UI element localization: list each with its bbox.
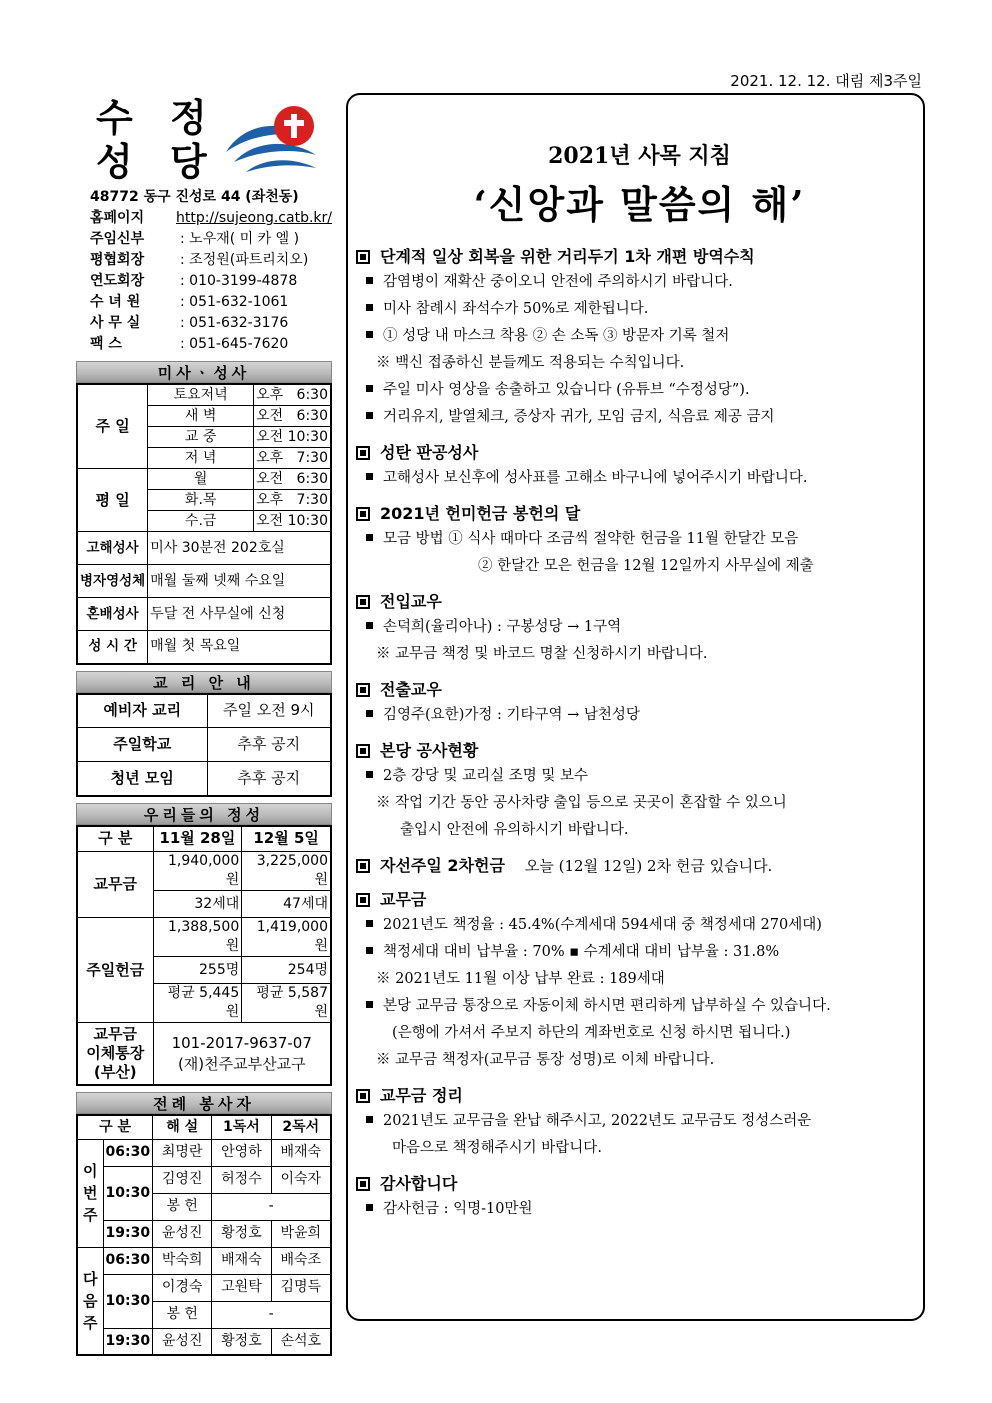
servers-time: 10:30 — [103, 1274, 153, 1328]
account-label-line: (부산) — [93, 1063, 137, 1081]
contact-label: 주임신부 — [90, 231, 145, 247]
mass-day: 토요저녁 — [148, 384, 254, 406]
checkbox-icon — [356, 859, 370, 873]
notice-section — [356, 502, 923, 580]
servers-cell: 배재숙 — [212, 1247, 271, 1274]
contact-row — [90, 313, 332, 334]
doctrine-row — [77, 762, 331, 796]
notice-item — [356, 526, 923, 553]
mass-time: 오전 10:30 — [254, 427, 331, 448]
mass-day: 화.목 — [148, 490, 254, 511]
servers-header-cell: 해 설 — [153, 1115, 212, 1139]
checkbox-icon — [356, 1177, 370, 1191]
notice-section-title — [356, 590, 923, 614]
notice-section-title — [356, 678, 923, 702]
notice-item — [356, 1196, 923, 1223]
notice-section — [356, 854, 923, 878]
contact-value: : 051-632-1061 — [180, 294, 289, 310]
bulletin-date: 2021. 12. 12. 대림 제3주일 — [730, 72, 922, 90]
church-name-line2: 성 당 — [96, 139, 219, 184]
mass-time: 오후 7:30 — [254, 490, 331, 511]
servers-cell: 윤성진 — [153, 1220, 212, 1247]
servers-cell: 봉 헌 — [153, 1301, 212, 1328]
servers-cell: 손석호 — [271, 1328, 331, 1355]
notice-section-title — [356, 739, 923, 763]
servers-cell: 이숙자 — [271, 1166, 331, 1193]
pastoral-notice-panel — [346, 93, 925, 1321]
notice-item — [356, 404, 923, 431]
sacrament-name: 고해성사 — [77, 532, 148, 565]
offering-header-cell: 구 분 — [77, 826, 153, 852]
notice-title-text: 단계적 일상 회복을 위한 거리두기 1차 개편 방역수칙 — [380, 247, 755, 266]
notice-continuation: (은행에 가셔서 주보지 하단의 계좌번호로 신청 하시면 됩니다.) — [392, 1025, 791, 1041]
notice-continuation: ② 한달간 모은 헌금을 12월 12일까지 사무실에 제출 — [478, 558, 814, 574]
offering-value: 평균 5,445원 — [153, 984, 242, 1023]
account-label — [77, 1023, 153, 1086]
mass-group-label: 주 일 — [77, 384, 148, 469]
servers-time: 06:30 — [103, 1247, 153, 1274]
offering-value: 47세대 — [242, 891, 331, 918]
servers-week-char: 음 — [83, 1291, 98, 1310]
notice-title-text: 2021년 헌미헌금 봉헌의 달 — [380, 504, 581, 523]
account-label-line: 이체통장 — [86, 1044, 145, 1062]
notice-item — [356, 269, 923, 296]
bullet-square-icon — [366, 1204, 373, 1211]
notice-item — [356, 1108, 923, 1135]
notice-section — [356, 1084, 923, 1162]
bullet-square-icon — [366, 771, 373, 778]
notice-item — [356, 377, 923, 404]
offering-value: 32세대 — [153, 891, 242, 918]
servers-table — [76, 1114, 332, 1356]
church-title-block — [76, 92, 332, 187]
servers-cell: 박숙희 — [153, 1247, 212, 1274]
notice-section-title — [356, 888, 923, 912]
contact-label: 팩 스 — [90, 336, 122, 352]
mass-section-bar: 미사ㆍ성사 — [76, 361, 332, 383]
account-line: 101-2017-9637-07 — [171, 1033, 312, 1052]
offering-header-cell: 12월 5일 — [242, 826, 331, 852]
checkbox-icon — [356, 893, 370, 907]
offering-section-bar: 우리들의 정성 — [76, 803, 332, 825]
notice-section — [356, 1172, 923, 1223]
contact-label: 사 무 실 — [90, 315, 141, 331]
servers-cell: - — [212, 1301, 331, 1328]
servers-cell: 최명란 — [153, 1139, 212, 1166]
checkbox-icon — [356, 507, 370, 521]
sacrament-desc: 미사 30분전 202호실 — [148, 532, 331, 565]
checkbox-icon — [356, 744, 370, 758]
bullet-square-icon — [366, 1001, 373, 1008]
notice-item — [356, 912, 923, 939]
notice-note: ※ 2021년도 11월 이상 납부 완료 : 189세대 — [376, 971, 665, 987]
sacrament-desc: 매월 첫 목요일 — [148, 631, 331, 664]
contact-row — [90, 334, 332, 355]
sacrament-row — [77, 631, 331, 664]
servers-cell: 봉 헌 — [153, 1193, 212, 1220]
contact-value: : 051-632-3176 — [180, 315, 289, 331]
notice-section — [356, 441, 923, 492]
notice-title-text: 성탄 판공성사 — [380, 443, 479, 462]
servers-week-char: 다 — [83, 1269, 98, 1288]
checkbox-icon — [356, 1089, 370, 1103]
notice-item-text: 본당 교무금 통장으로 자동이체 하시면 편리하게 납부하실 수 있습니다. — [383, 998, 831, 1014]
contact-info — [90, 208, 332, 355]
contact-label: 수 녀 원 — [90, 294, 141, 310]
servers-cell: 허정수 — [212, 1166, 271, 1193]
servers-time: 06:30 — [103, 1139, 153, 1166]
account-label-line: 교무금 — [93, 1025, 137, 1043]
servers-cell: 배숙조 — [271, 1247, 331, 1274]
doctrine-desc: 추후 공지 — [207, 728, 331, 762]
notice-title-text: 전입교우 — [380, 592, 442, 611]
servers-week-char: 번 — [83, 1184, 98, 1202]
account-number — [153, 1023, 331, 1086]
homepage-link[interactable]: http://sujeong.catb.kr/ — [175, 210, 332, 226]
mass-time: 오후 7:30 — [254, 448, 331, 469]
notice-item-text: 감염병이 재확산 중이오니 안전에 주의하시기 바랍니다. — [383, 274, 733, 290]
left-column — [76, 92, 332, 1356]
servers-row — [77, 1166, 331, 1193]
mass-day: 새 벽 — [148, 406, 254, 427]
offering-header-row — [77, 826, 331, 852]
bullet-square-icon — [366, 385, 373, 392]
notice-item — [356, 702, 923, 729]
notice-note: ※ 작업 기간 동안 공사차량 출입 등으로 곳곳이 혼잡할 수 있으니 — [376, 795, 787, 811]
contact-label: 평협회장 — [90, 252, 145, 268]
notice-item-text: 2021년도 책정율 : 45.4%(수계세대 594세대 중 책정세대 270세대) — [383, 917, 822, 933]
church-logo-icon — [216, 100, 336, 180]
bullet-square-icon — [366, 304, 373, 311]
servers-cell: 윤성진 — [153, 1328, 212, 1355]
servers-week-char: 주 — [83, 1313, 98, 1332]
homepage-label: 홈페이지 — [90, 210, 145, 226]
servers-header-cell: 2독서 — [271, 1115, 331, 1139]
notice-section — [356, 888, 923, 1074]
checkbox-icon — [356, 595, 370, 609]
notice-item — [356, 323, 923, 350]
contact-value: : 조정원(파트리치오) — [180, 252, 309, 268]
servers-week-label — [77, 1247, 103, 1355]
sacrament-name: 성 시 간 — [77, 631, 148, 664]
pastoral-subtitle: 2021년 사목 지침 — [548, 143, 731, 169]
notice-sections — [356, 245, 923, 1223]
offering-header-cell: 11월 28일 — [153, 826, 242, 852]
bullet-square-icon — [366, 622, 373, 629]
servers-cell: 김영진 — [153, 1166, 212, 1193]
servers-time: 10:30 — [103, 1166, 153, 1220]
sacrament-row — [77, 565, 331, 598]
servers-cell: 황정호 — [212, 1220, 271, 1247]
contact-label: 연도회장 — [90, 273, 145, 289]
servers-cell: 배재숙 — [271, 1139, 331, 1166]
sacrament-desc: 매월 둘째 넷째 수요일 — [148, 565, 331, 598]
notice-title-text: 교무금 — [380, 890, 427, 909]
notice-section — [356, 739, 923, 844]
offering-value: 1,419,000원 — [242, 918, 331, 957]
notice-section-title — [356, 245, 923, 269]
sacrament-desc: 두달 전 사무실에 신청 — [148, 598, 331, 631]
notice-item-text: ① 성당 내 마스크 착용 ② 손 소독 ③ 방문자 기록 철저 — [383, 328, 730, 344]
servers-header-row — [77, 1115, 331, 1139]
mass-day: 교 중 — [148, 427, 254, 448]
offering-value: 3,225,000원 — [242, 852, 331, 891]
offering-row — [77, 852, 331, 891]
servers-week-label — [77, 1139, 103, 1247]
servers-cell: - — [212, 1193, 331, 1220]
notice-item-text: 거리유지, 발열체크, 증상자 귀가, 모임 금지, 식음료 제공 금지 — [383, 409, 775, 425]
notice-note: ※ 교무금 책정자(교무금 통장 성명)로 이체 바랍니다. — [376, 1052, 715, 1068]
offering-table — [76, 825, 332, 1087]
notice-item — [356, 465, 923, 492]
bullet-square-icon — [366, 534, 373, 541]
notice-section — [356, 245, 923, 431]
homepage-row — [90, 208, 332, 229]
servers-time: 19:30 — [103, 1328, 153, 1355]
servers-week-char: 이 — [83, 1162, 98, 1180]
offering-group-label: 주일헌금 — [77, 918, 153, 1023]
notice-title-extra: 오늘 (12월 12일) 2차 헌금 있습니다. — [524, 857, 773, 875]
servers-row — [77, 1247, 331, 1274]
servers-row — [77, 1274, 331, 1301]
servers-row — [77, 1139, 331, 1166]
checkbox-icon — [356, 446, 370, 460]
mass-time: 오전 6:30 — [254, 406, 331, 427]
notice-item-text: 미사 참례시 좌석수가 50%로 제한됩니다. — [383, 301, 649, 317]
notice-item — [356, 296, 923, 323]
notice-item — [356, 939, 923, 966]
offering-group-label: 교무금 — [77, 852, 153, 918]
notice-note: ※ 백신 접종하신 분들께도 적용되는 수칙입니다. — [376, 355, 685, 371]
sacrament-row — [77, 598, 331, 631]
bullet-square-icon — [366, 947, 373, 954]
bullet-square-icon — [366, 710, 373, 717]
postal-address: 48772 동구 진성로 44 (좌천동) — [90, 189, 299, 205]
mass-day: 저 녁 — [148, 448, 254, 469]
contact-value: : 노우재( 미 카 엘 ) — [180, 231, 300, 247]
servers-cell: 황정호 — [212, 1328, 271, 1355]
notice-section-title — [356, 1084, 923, 1108]
sacrament-name: 병자영성체 — [77, 565, 148, 598]
notice-continuation: 출입시 안전에 유의하시기 바랍니다. — [400, 822, 629, 838]
mass-row — [77, 469, 331, 490]
notice-section-title — [356, 441, 923, 465]
notice-section-title — [356, 1172, 923, 1196]
servers-cell: 고원탁 — [212, 1274, 271, 1301]
sacrament-name: 혼배성사 — [77, 598, 148, 631]
sacrament-row — [77, 532, 331, 565]
servers-row — [77, 1220, 331, 1247]
doctrine-name: 예비자 교리 — [77, 694, 207, 728]
servers-row — [77, 1328, 331, 1355]
servers-cell: 안영하 — [212, 1139, 271, 1166]
checkbox-icon — [356, 683, 370, 697]
notice-section — [356, 678, 923, 729]
offering-value: 255명 — [153, 957, 242, 984]
servers-cell: 이경숙 — [153, 1274, 212, 1301]
notice-title-text: 교무금 정리 — [380, 1086, 463, 1105]
contact-value: : 051-645-7620 — [180, 336, 289, 352]
notice-section-title — [356, 502, 923, 526]
mass-day: 수.금 — [148, 511, 254, 532]
bullet-square-icon — [366, 277, 373, 284]
notice-item-text: 2021년도 교무금을 완납 해주시고, 2022년도 교무금도 정성스러운 — [383, 1113, 812, 1129]
notice-section-title — [356, 854, 923, 878]
notice-item — [356, 614, 923, 641]
contact-row — [90, 250, 332, 271]
servers-header-cell: 1독서 — [212, 1115, 271, 1139]
bullet-square-icon — [366, 412, 373, 419]
offering-value: 평균 5,587원 — [242, 984, 331, 1023]
notice-section — [356, 590, 923, 668]
mass-table — [76, 383, 332, 665]
offering-row — [77, 918, 331, 957]
notice-item — [356, 763, 923, 790]
bullet-square-icon — [366, 1116, 373, 1123]
notice-continuation: 마음으로 책정해주시기 바랍니다. — [392, 1140, 602, 1156]
notice-title-text: 감사합니다 — [380, 1174, 458, 1193]
bullet-square-icon — [366, 920, 373, 927]
mass-time: 오전 10:30 — [254, 511, 331, 532]
bullet-square-icon — [366, 473, 373, 480]
bullet-square-icon — [366, 331, 373, 338]
notice-title-text: 자선주일 2차헌금 — [380, 856, 505, 875]
notice-item-text: 주일 미사 영상을 송출하고 있습니다 (유튜브 “수정성당”). — [383, 382, 750, 398]
servers-section-bar: 전례 봉사자 — [76, 1092, 332, 1114]
doctrine-desc: 추후 공지 — [207, 762, 331, 796]
doctrine-section-bar: 교 리 안 내 — [76, 671, 332, 693]
notice-title-text: 본당 공사현황 — [380, 741, 479, 760]
servers-cell: 김명득 — [271, 1274, 331, 1301]
offering-value: 254명 — [242, 957, 331, 984]
doctrine-name: 주일학교 — [77, 728, 207, 762]
doctrine-name: 청년 모임 — [77, 762, 207, 796]
mass-time: 오전 6:30 — [254, 469, 331, 490]
notice-item-text: 손덕희(율리아나) : 구봉성당 → 1구역 — [383, 619, 622, 635]
church-name — [96, 96, 219, 184]
checkbox-icon — [356, 250, 370, 264]
doctrine-row — [77, 694, 331, 728]
notice-item-text: 김영주(요한)가정 : 기타구역 → 남천성당 — [383, 707, 640, 723]
mass-group-label: 평 일 — [77, 469, 148, 532]
servers-time: 19:30 — [103, 1220, 153, 1247]
notice-title-text: 전출교우 — [380, 680, 442, 699]
contact-row — [90, 292, 332, 313]
notice-item-text: 책정세대 대비 납부율 : 70% ▪ 수계세대 대비 납부율 : 31.8% — [383, 944, 780, 960]
contact-row — [90, 271, 332, 292]
mass-row — [77, 384, 331, 406]
notice-note: ※ 교무금 책정 및 바코드 명찰 신청하시기 바랍니다. — [376, 646, 708, 662]
doctrine-table — [76, 693, 332, 797]
account-row — [77, 1023, 331, 1086]
servers-header-cell: 구 분 — [77, 1115, 153, 1139]
notice-item — [356, 993, 923, 1020]
notice-item-text: 고해성사 보신후에 성사표를 고해소 바구니에 넣어주시기 바랍니다. — [383, 470, 808, 486]
contact-row — [90, 229, 332, 250]
servers-cell: 박윤희 — [271, 1220, 331, 1247]
offering-value: 1,940,000원 — [153, 852, 242, 891]
pastoral-headline: ‘신앙과 말씀의 해’ — [473, 182, 806, 227]
doctrine-row — [77, 728, 331, 762]
notice-item-text: 2층 강당 및 교리실 조명 및 보수 — [383, 768, 588, 784]
account-line: (재)천주교부산교구 — [177, 1054, 306, 1073]
notice-item-text: 감사헌금 : 익명-10만원 — [383, 1201, 533, 1217]
church-name-line1: 수 정 — [96, 95, 219, 140]
notice-item-text: 모금 방법 ① 식사 때마다 조금씩 절약한 헌금을 11월 한달간 모음 — [383, 531, 799, 547]
doctrine-desc: 주일 오전 9시 — [207, 694, 331, 728]
mass-day: 월 — [148, 469, 254, 490]
mass-time: 오후 6:30 — [254, 384, 331, 406]
contact-value: : 010-3199-4878 — [180, 273, 298, 289]
servers-week-char: 주 — [83, 1206, 98, 1224]
offering-value: 1,388,500원 — [153, 918, 242, 957]
contacts-list — [90, 229, 332, 355]
